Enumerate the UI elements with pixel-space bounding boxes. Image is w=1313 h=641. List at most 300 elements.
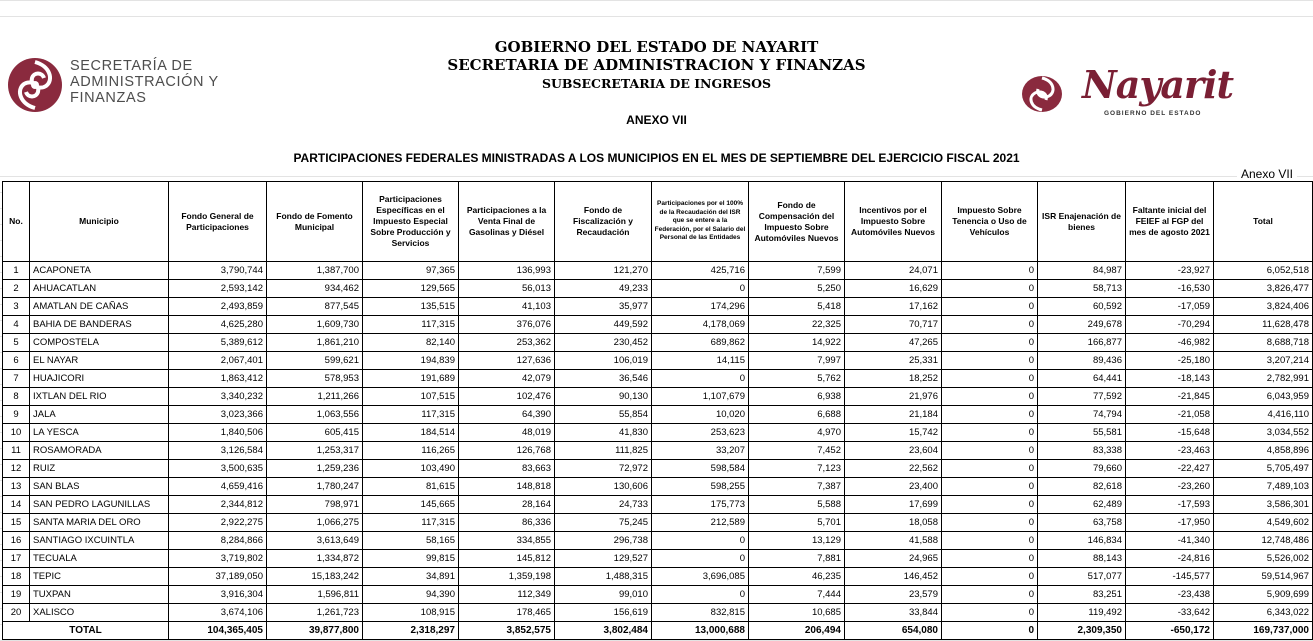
total-cell: 104,365,405	[169, 622, 267, 640]
table-cell: 2,493,859	[169, 298, 267, 316]
table-cell: 3,674,106	[169, 604, 267, 622]
table-cell: 0	[942, 262, 1038, 280]
table-cell: 0	[942, 586, 1038, 604]
table-cell: 88,143	[1038, 550, 1126, 568]
table-cell: 24,733	[555, 496, 652, 514]
row-number: 11	[3, 442, 30, 460]
table-cell: 0	[942, 442, 1038, 460]
row-number: 8	[3, 388, 30, 406]
table-cell: 3,207,214	[1214, 352, 1313, 370]
table-cell: 599,621	[267, 352, 363, 370]
table-cell: 7,123	[749, 460, 845, 478]
table-cell: 3,613,649	[267, 532, 363, 550]
table-cell: 10,020	[652, 406, 749, 424]
table-cell: 4,178,069	[652, 316, 749, 334]
table-cell: 21,976	[845, 388, 942, 406]
table-cell: 47,265	[845, 334, 942, 352]
table-cell: 59,514,967	[1214, 568, 1313, 586]
table-cell: 0	[942, 604, 1038, 622]
table-cell: 6,052,518	[1214, 262, 1313, 280]
table-cell: -17,059	[1126, 298, 1214, 316]
table-cell: 129,565	[363, 280, 459, 298]
table-cell: 42,079	[459, 370, 555, 388]
participaciones-table	[2, 181, 1313, 640]
table-cell: 146,452	[845, 568, 942, 586]
table-cell: 75,245	[555, 514, 652, 532]
table-cell: -23,463	[1126, 442, 1214, 460]
table-cell: 82,618	[1038, 478, 1126, 496]
col-header-fomento-municipal: Fondo de Fomento Municipal	[267, 182, 363, 262]
table-cell: 0	[942, 280, 1038, 298]
table-cell: 64,390	[459, 406, 555, 424]
table-cell: -21,058	[1126, 406, 1214, 424]
table-row	[3, 460, 1313, 478]
table-cell: 4,659,416	[169, 478, 267, 496]
table-cell: 3,023,366	[169, 406, 267, 424]
table-cell: 3,586,301	[1214, 496, 1313, 514]
table-cell: 5,762	[749, 370, 845, 388]
table-cell: 1,211,266	[267, 388, 363, 406]
total-cell: 13,000,688	[652, 622, 749, 640]
table-row	[3, 352, 1313, 370]
table-cell: 58,713	[1038, 280, 1126, 298]
table-cell: 877,545	[267, 298, 363, 316]
table-cell: 117,315	[363, 316, 459, 334]
table-cell: 35,977	[555, 298, 652, 316]
table-cell: -41,340	[1126, 532, 1214, 550]
table-cell: 145,665	[363, 496, 459, 514]
logo-line-3: FINANZAS	[70, 90, 147, 106]
table-cell: -23,260	[1126, 478, 1214, 496]
header-title-3: SUBSECRETARIA DE INGRESOS	[541, 76, 772, 91]
header-title-1: GOBIERNO DEL ESTADO DE NAYARIT	[494, 38, 819, 56]
table-cell: 0	[942, 334, 1038, 352]
table-cell: 25,331	[845, 352, 942, 370]
table-cell: 103,490	[363, 460, 459, 478]
table-cell: 1,259,236	[267, 460, 363, 478]
table-cell: 3,696,085	[652, 568, 749, 586]
table-cell: 7,881	[749, 550, 845, 568]
table-cell: 2,344,812	[169, 496, 267, 514]
table-cell: 55,581	[1038, 424, 1126, 442]
total-cell: 3,852,575	[459, 622, 555, 640]
municipio-name: LA YESCA	[30, 424, 169, 442]
col-header-no: No.	[3, 182, 30, 262]
col-header-tenencia: Impuesto Sobre Tenencia o Uso de Vehículos	[942, 182, 1038, 262]
table-cell: 7,452	[749, 442, 845, 460]
table-cell: -17,950	[1126, 514, 1214, 532]
table-cell: 16,629	[845, 280, 942, 298]
total-row	[3, 622, 1313, 640]
municipio-name: ROSAMORADA	[30, 442, 169, 460]
table-cell: 77,592	[1038, 388, 1126, 406]
table-cell: 1,253,317	[267, 442, 363, 460]
table-cell: 130,606	[555, 478, 652, 496]
table-cell: 6,938	[749, 388, 845, 406]
col-header-isr-salario: Participaciones por el 100% de la Recaudación del ISR que se entere a la Federación, por el Salario del Personal de las Entidades	[652, 182, 749, 262]
municipio-name: JALA	[30, 406, 169, 424]
table-cell: 33,844	[845, 604, 942, 622]
table-cell: 0	[942, 550, 1038, 568]
table-cell: 0	[652, 370, 749, 388]
municipio-name: EL NAYAR	[30, 352, 169, 370]
table-cell: 1,066,275	[267, 514, 363, 532]
row-number: 18	[3, 568, 30, 586]
table-cell: 376,076	[459, 316, 555, 334]
table-cell: 82,140	[363, 334, 459, 352]
table-row	[3, 388, 1313, 406]
table-cell: 106,019	[555, 352, 652, 370]
table-cell: 129,527	[555, 550, 652, 568]
table-cell: -33,642	[1126, 604, 1214, 622]
total-cell: 169,737,000	[1214, 622, 1313, 640]
table-cell: 2,067,401	[169, 352, 267, 370]
table-cell: 148,818	[459, 478, 555, 496]
table-cell: 0	[942, 316, 1038, 334]
table-cell: 1,387,700	[267, 262, 363, 280]
col-header-faltante-feief: Faltante inicial del FEIEF al FGP del mes de agosto 2021	[1126, 182, 1214, 262]
row-number: 2	[3, 280, 30, 298]
table-cell: 108,915	[363, 604, 459, 622]
table-cell: 84,987	[1038, 262, 1126, 280]
table-cell: 5,701	[749, 514, 845, 532]
col-header-fondo-general: Fondo General de Participaciones	[169, 182, 267, 262]
table-cell: 28,164	[459, 496, 555, 514]
table-cell: 175,773	[652, 496, 749, 514]
table-cell: 72,972	[555, 460, 652, 478]
table-cell: 49,233	[555, 280, 652, 298]
table-cell: 0	[942, 532, 1038, 550]
table-cell: 1,609,730	[267, 316, 363, 334]
table-cell: 253,362	[459, 334, 555, 352]
table-cell: 8,688,718	[1214, 334, 1313, 352]
table-cell: 13,129	[749, 532, 845, 550]
table-cell: 24,965	[845, 550, 942, 568]
table-cell: 5,588	[749, 496, 845, 514]
table-cell: 5,250	[749, 280, 845, 298]
row-number: 7	[3, 370, 30, 388]
total-cell: 0	[942, 622, 1038, 640]
table-cell: -15,648	[1126, 424, 1214, 442]
row-number: 9	[3, 406, 30, 424]
table-cell: 107,515	[363, 388, 459, 406]
table-cell: 2,922,275	[169, 514, 267, 532]
table-row	[3, 550, 1313, 568]
table-cell: 90,130	[555, 388, 652, 406]
table-cell: 56,013	[459, 280, 555, 298]
table-cell: 178,465	[459, 604, 555, 622]
table-cell: 117,315	[363, 406, 459, 424]
table-cell: 41,588	[845, 532, 942, 550]
table-cell: 1,107,679	[652, 388, 749, 406]
table-cell: 36,546	[555, 370, 652, 388]
municipio-name: TEPIC	[30, 568, 169, 586]
table-cell: 3,500,635	[169, 460, 267, 478]
table-cell: 2,782,991	[1214, 370, 1313, 388]
table-cell: 6,343,022	[1214, 604, 1313, 622]
nayarit-brand-text: Nayarit	[1082, 62, 1234, 107]
table-cell: 1,596,811	[267, 586, 363, 604]
table-cell: 10,685	[749, 604, 845, 622]
col-header-isr-enajenacion: ISR Enajenación de bienes	[1038, 182, 1126, 262]
table-cell: 63,758	[1038, 514, 1126, 532]
row-number: 15	[3, 514, 30, 532]
table-row	[3, 280, 1313, 298]
table-row	[3, 478, 1313, 496]
table-cell: 112,349	[459, 586, 555, 604]
table-row	[3, 262, 1313, 280]
table-cell: 86,336	[459, 514, 555, 532]
table-cell: 83,663	[459, 460, 555, 478]
table-cell: 14,922	[749, 334, 845, 352]
table-cell: 2,593,142	[169, 280, 267, 298]
table-cell: 8,284,866	[169, 532, 267, 550]
table-cell: 70,717	[845, 316, 942, 334]
table-cell: 3,340,232	[169, 388, 267, 406]
table-row	[3, 568, 1313, 586]
table-cell: 1,359,198	[459, 568, 555, 586]
table-cell: 0	[652, 586, 749, 604]
table-cell: 230,452	[555, 334, 652, 352]
table-cell: -17,593	[1126, 496, 1214, 514]
col-header-ieps: Participaciones Específicas en el Impuesto Especial Sobre Producción y Servicios	[363, 182, 459, 262]
table-cell: 102,476	[459, 388, 555, 406]
table-row	[3, 334, 1313, 352]
table-cell: 1,861,210	[267, 334, 363, 352]
logo-line-1: SECRETARÍA DE	[70, 58, 193, 74]
table-cell: 15,183,242	[267, 568, 363, 586]
table-cell: 89,436	[1038, 352, 1126, 370]
municipio-name: ACAPONETA	[30, 262, 169, 280]
table-cell: 1,780,247	[267, 478, 363, 496]
table-cell: 4,416,110	[1214, 406, 1313, 424]
table-cell: 5,909,699	[1214, 586, 1313, 604]
table-cell: 1,840,506	[169, 424, 267, 442]
table-cell: 3,824,406	[1214, 298, 1313, 316]
table-cell: 3,034,552	[1214, 424, 1313, 442]
table-cell: 934,462	[267, 280, 363, 298]
table-cell: 0	[942, 352, 1038, 370]
table-cell: 1,063,556	[267, 406, 363, 424]
total-cell: 206,494	[749, 622, 845, 640]
table-cell: 117,315	[363, 514, 459, 532]
table-cell: 17,162	[845, 298, 942, 316]
table-cell: 0	[652, 550, 749, 568]
municipio-name: SAN PEDRO LAGUNILLAS	[30, 496, 169, 514]
table-cell: 136,993	[459, 262, 555, 280]
total-label: TOTAL	[3, 622, 169, 640]
total-cell: 39,877,800	[267, 622, 363, 640]
row-number: 4	[3, 316, 30, 334]
table-cell: 832,815	[652, 604, 749, 622]
col-header-gasolinas: Participaciones a la Venta Final de Gasolinas y Diésel	[459, 182, 555, 262]
row-number: 3	[3, 298, 30, 316]
table-cell: -16,530	[1126, 280, 1214, 298]
table-cell: 17,699	[845, 496, 942, 514]
row-number: 14	[3, 496, 30, 514]
table-cell: 48,019	[459, 424, 555, 442]
table-cell: 5,705,497	[1214, 460, 1313, 478]
table-cell: 41,830	[555, 424, 652, 442]
annex-label: ANEXO VII	[626, 113, 687, 127]
table-header-row	[3, 182, 1313, 262]
table-row	[3, 532, 1313, 550]
table-cell: 517,077	[1038, 568, 1126, 586]
table-cell: 83,251	[1038, 586, 1126, 604]
table-cell: 60,592	[1038, 298, 1126, 316]
table-cell: 598,255	[652, 478, 749, 496]
table-cell: 22,325	[749, 316, 845, 334]
row-number: 6	[3, 352, 30, 370]
table-cell: 249,678	[1038, 316, 1126, 334]
annex-label-right: Anexo VII	[1237, 167, 1297, 181]
table-cell: -24,816	[1126, 550, 1214, 568]
table-cell: 121,270	[555, 262, 652, 280]
table-cell: 74,794	[1038, 406, 1126, 424]
table-cell: 0	[942, 568, 1038, 586]
municipio-name: BAHIA DE BANDERAS	[30, 316, 169, 334]
table-cell: 253,623	[652, 424, 749, 442]
table-cell: 449,592	[555, 316, 652, 334]
table-cell: 184,514	[363, 424, 459, 442]
table-cell: 605,415	[267, 424, 363, 442]
table-cell: 4,858,896	[1214, 442, 1313, 460]
table-cell: 212,589	[652, 514, 749, 532]
col-header-municipio: Municipio	[30, 182, 169, 262]
municipio-name: AMATLAN DE CAÑAS	[30, 298, 169, 316]
table-cell: 64,441	[1038, 370, 1126, 388]
table-cell: 22,562	[845, 460, 942, 478]
table-cell: 3,719,802	[169, 550, 267, 568]
row-number: 17	[3, 550, 30, 568]
table-cell: 296,738	[555, 532, 652, 550]
table-row	[3, 586, 1313, 604]
total-cell: 654,080	[845, 622, 942, 640]
table-cell: -70,294	[1126, 316, 1214, 334]
table-cell: -18,143	[1126, 370, 1214, 388]
municipio-name: SAN BLAS	[30, 478, 169, 496]
table-cell: 21,184	[845, 406, 942, 424]
table-cell: 126,768	[459, 442, 555, 460]
table-row	[3, 406, 1313, 424]
table-cell: 55,854	[555, 406, 652, 424]
table-cell: 37,189,050	[169, 568, 267, 586]
municipio-name: IXTLAN DEL RIO	[30, 388, 169, 406]
table-cell: 174,296	[652, 298, 749, 316]
table-cell: -21,845	[1126, 388, 1214, 406]
row-number: 13	[3, 478, 30, 496]
municipio-name: SANTA MARIA DEL ORO	[30, 514, 169, 532]
nayarit-subtext: GOBIERNO DEL ESTADO	[1104, 110, 1202, 117]
table-row	[3, 604, 1313, 622]
table-cell: 0	[942, 406, 1038, 424]
table-body	[3, 262, 1313, 622]
table-cell: 7,489,103	[1214, 478, 1313, 496]
table-cell: 4,549,602	[1214, 514, 1313, 532]
table-row	[3, 514, 1313, 532]
table-cell: 135,515	[363, 298, 459, 316]
table-cell: 99,010	[555, 586, 652, 604]
table-cell: 0	[942, 388, 1038, 406]
row-number: 1	[3, 262, 30, 280]
row-number: 10	[3, 424, 30, 442]
total-cell: 3,802,484	[555, 622, 652, 640]
table-cell: 14,115	[652, 352, 749, 370]
table-row	[3, 298, 1313, 316]
table-cell: 41,103	[459, 298, 555, 316]
table-row	[3, 370, 1313, 388]
table-row	[3, 424, 1313, 442]
table-cell: 0	[942, 460, 1038, 478]
col-header-incentivos-isan: Incentivos por el Impuesto Sobre Automóviles Nuevos	[845, 182, 942, 262]
table-cell: 15,742	[845, 424, 942, 442]
table-cell: 798,971	[267, 496, 363, 514]
table-cell: -25,180	[1126, 352, 1214, 370]
col-header-total: Total	[1214, 182, 1313, 262]
table-cell: 58,165	[363, 532, 459, 550]
table-cell: 689,862	[652, 334, 749, 352]
table-cell: 0	[942, 424, 1038, 442]
header-title-2: SECRETARIA DE ADMINISTRACION Y FINANZAS	[447, 56, 866, 74]
col-header-compensacion-isan: Fondo de Compensación del Impuesto Sobre Automóviles Nuevos	[749, 182, 845, 262]
table-cell: -23,438	[1126, 586, 1214, 604]
table-row	[3, 496, 1313, 514]
row-number: 16	[3, 532, 30, 550]
table-cell: 99,815	[363, 550, 459, 568]
table-cell: 4,970	[749, 424, 845, 442]
table-cell: 33,207	[652, 442, 749, 460]
table-cell: 23,579	[845, 586, 942, 604]
table-cell: 3,826,477	[1214, 280, 1313, 298]
table-cell: 0	[942, 496, 1038, 514]
table-cell: 18,058	[845, 514, 942, 532]
table-cell: -145,577	[1126, 568, 1214, 586]
municipio-name: TUXPAN	[30, 586, 169, 604]
row-number: 19	[3, 586, 30, 604]
table-cell: 5,389,612	[169, 334, 267, 352]
table-cell: 83,338	[1038, 442, 1126, 460]
table-cell: 166,877	[1038, 334, 1126, 352]
table-cell: 1,863,412	[169, 370, 267, 388]
row-number: 20	[3, 604, 30, 622]
table-cell: 79,660	[1038, 460, 1126, 478]
table-cell: 0	[942, 370, 1038, 388]
table-cell: 81,615	[363, 478, 459, 496]
total-cell: 2,309,350	[1038, 622, 1126, 640]
report-title: PARTICIPACIONES FEDERALES MINISTRADAS A LOS MUNICIPIOS EN EL MES DE SEPTIEMBRE DEL EJERCICIO FISCAL 2021	[0, 150, 1313, 166]
table-cell: 111,825	[555, 442, 652, 460]
table-cell: 1,261,723	[267, 604, 363, 622]
table-cell: 334,855	[459, 532, 555, 550]
table-cell: 23,400	[845, 478, 942, 496]
table-cell: 4,625,280	[169, 316, 267, 334]
table-cell: 18,252	[845, 370, 942, 388]
table-cell: 7,444	[749, 586, 845, 604]
table-cell: 11,628,478	[1214, 316, 1313, 334]
table-cell: 97,365	[363, 262, 459, 280]
table-cell: 62,489	[1038, 496, 1126, 514]
table-cell: 598,584	[652, 460, 749, 478]
table-cell: 0	[942, 514, 1038, 532]
municipio-name: TECUALA	[30, 550, 169, 568]
table-cell: 6,688	[749, 406, 845, 424]
municipio-name: AHUACATLAN	[30, 280, 169, 298]
table-cell: 0	[652, 532, 749, 550]
col-header-fiscalizacion: Fondo de Fiscalización y Recaudación	[555, 182, 652, 262]
table-cell: 1,488,315	[555, 568, 652, 586]
table-cell: 7,599	[749, 262, 845, 280]
table-cell: 1,334,872	[267, 550, 363, 568]
